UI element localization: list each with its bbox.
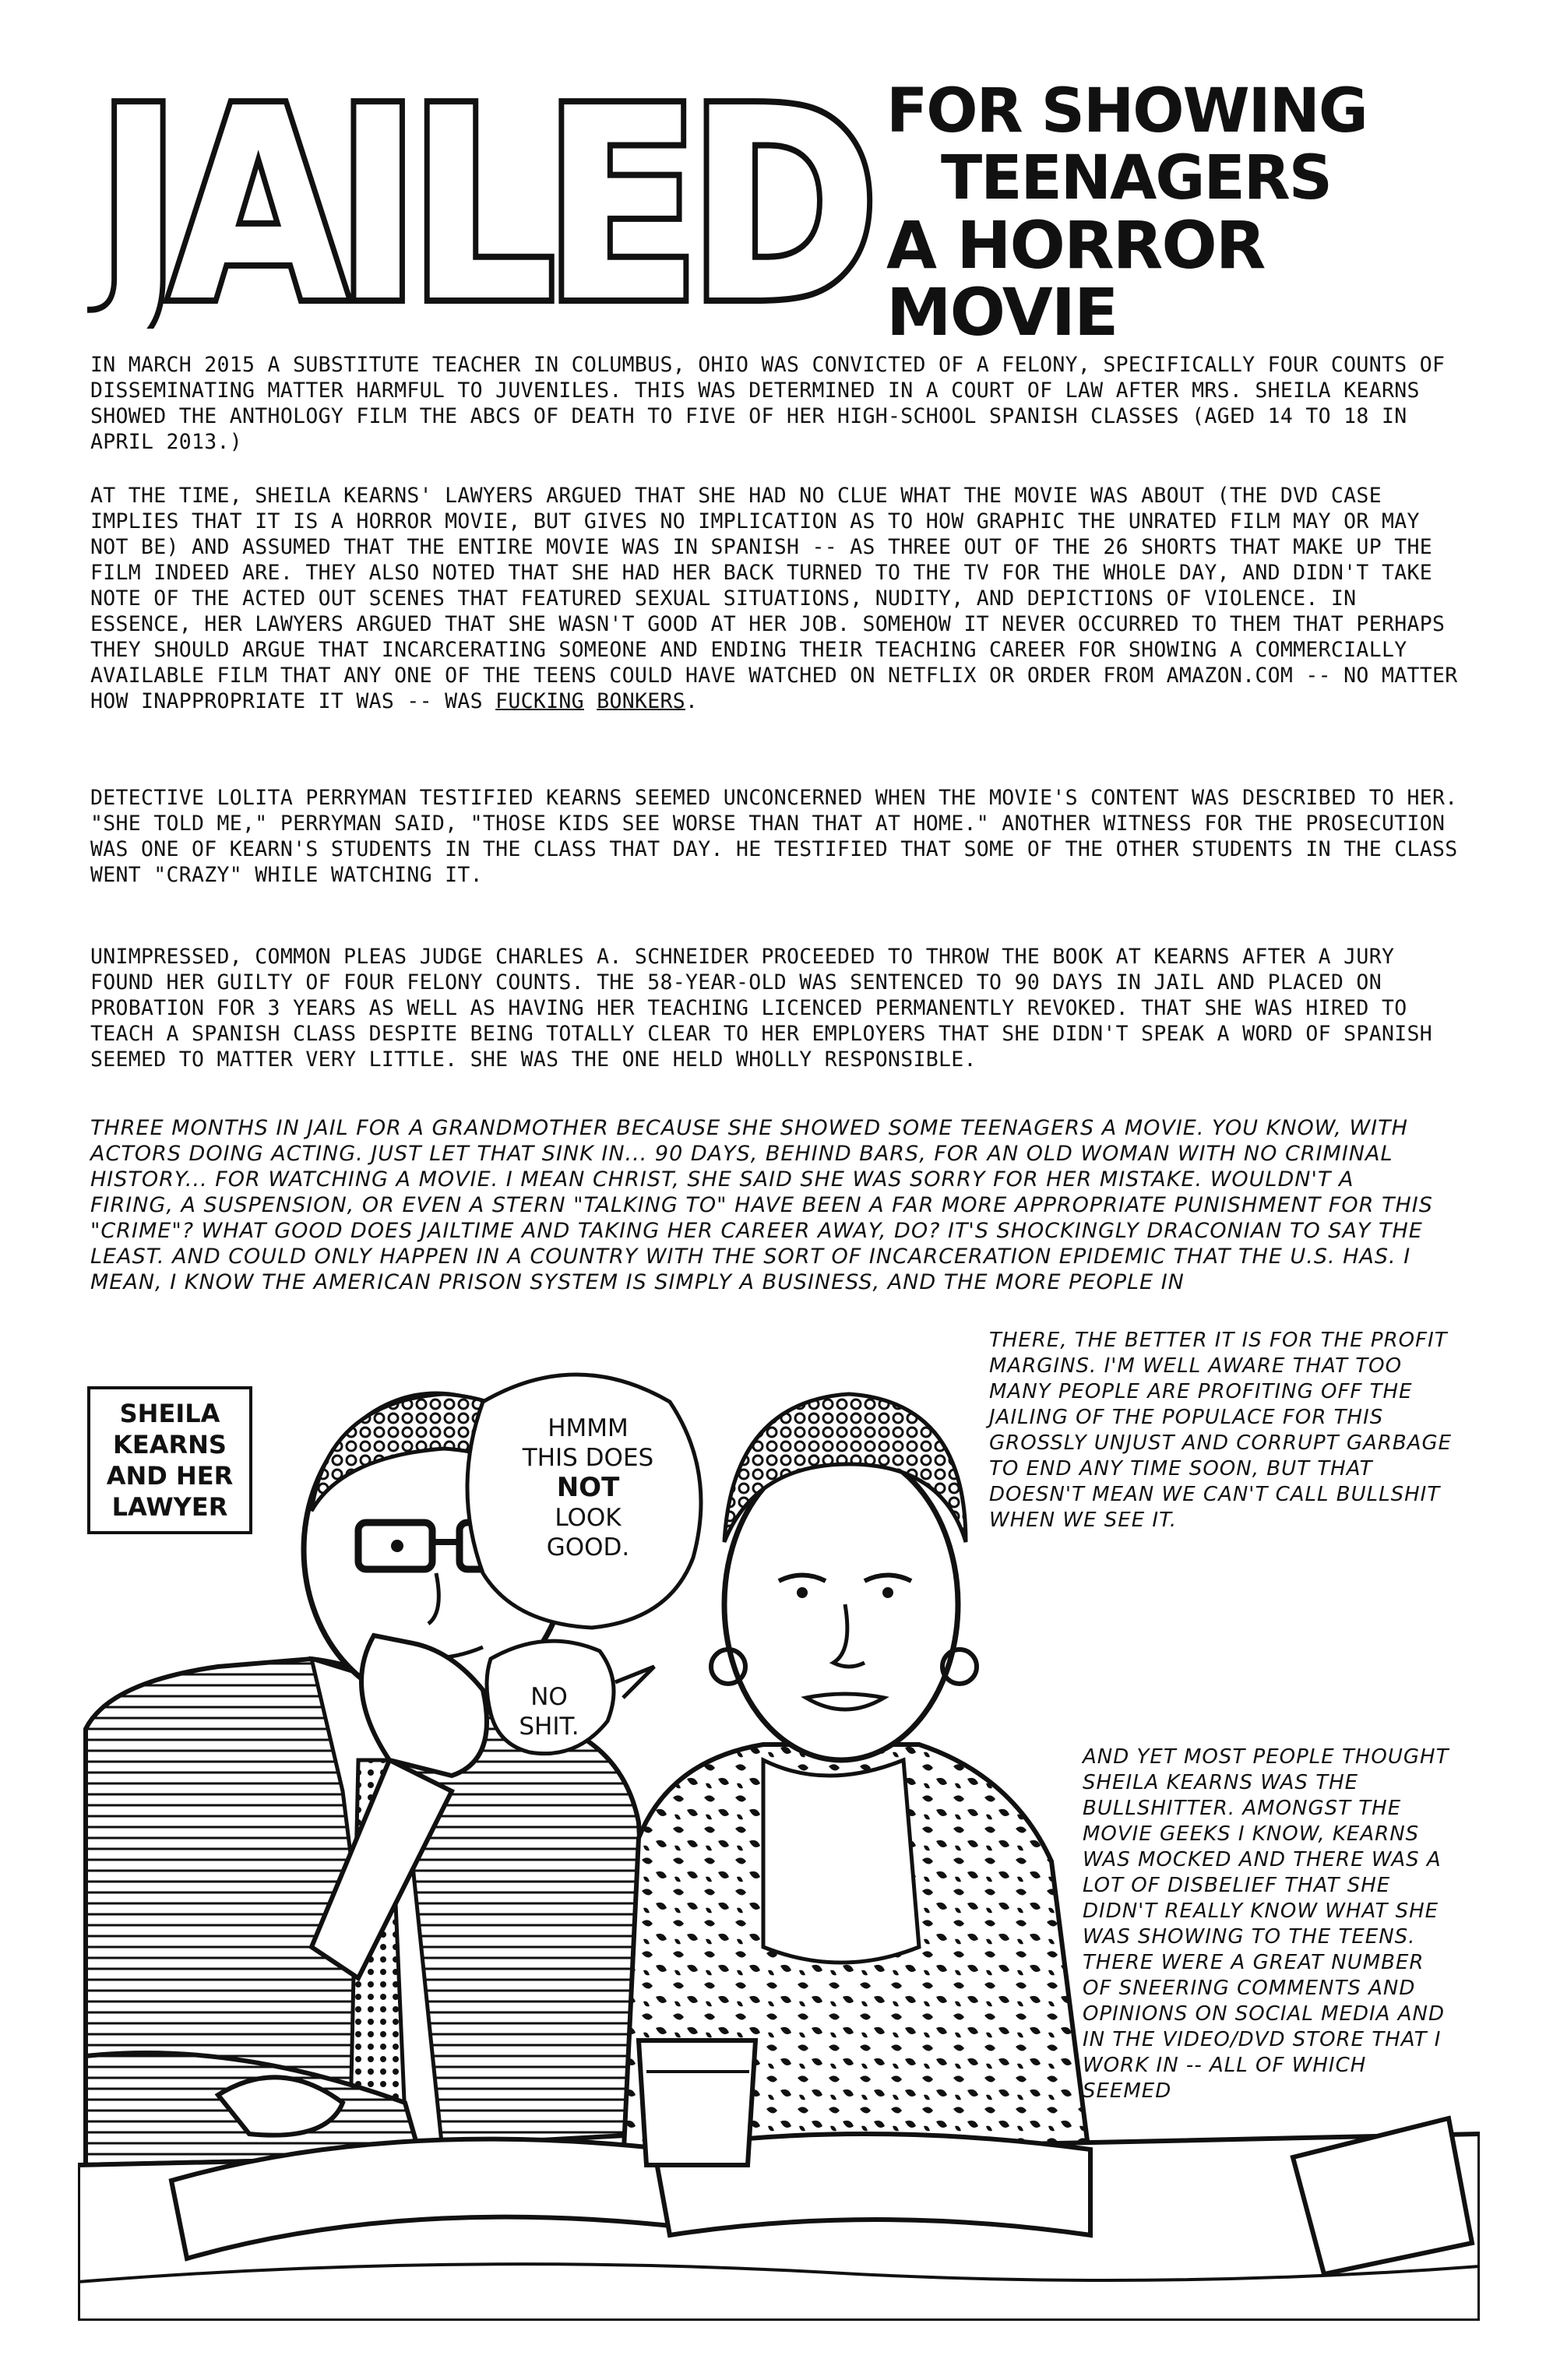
jailed-title-text: JAILED (87, 72, 868, 329)
underlined-word-1: FUCKING (495, 689, 584, 713)
bubble-1-line-5: GOOD. (546, 1533, 630, 1561)
bubble-1-line-4: LOOK (555, 1504, 622, 1532)
bubble-1-line-3 (498, 1473, 678, 1503)
subtitle-line-3: A HORROR MOVIE (886, 207, 1265, 350)
jailed-title-logo (87, 72, 875, 329)
side-text-2: AND YET MOST PEOPLE THOUGHT SHEILA KEARNS WAS THE BULLSHITTER. AMONGST THE MOVIE GEEKS I KNOW, KEARNS WAS MOCKED AND THERE WAS A LOT OF DISBELIEF THAT SHE DIDN'T REALLY KNOW WHAT SHE WAS SHOWING TO THE TEENS. THERE WERE A GREAT NUMBER OF SNEERING COMMENTS AND OPINIONS ON SOCIAL MEDIA AND IN THE VIDEO/DVD STORE THAT I WORK IN -- ALL OF WHICH SEEMED (1083, 1745, 1449, 2103)
paragraph-2 (90, 483, 1461, 714)
speech-bubble-2: NO SHIT. (519, 1683, 579, 1741)
bubble-1-line-2: THIS DOES (522, 1444, 654, 1472)
paragraph-5-handwritten: THREE MONTHS IN JAIL FOR A GRANDMOTHER BECAUSE SHE SHOWED SOME TEENAGERS A MOVIE. YOU KNOW, WITH ACTORS DOING ACTING. JUST LET THAT SINK IN... 90 DAYS, BEHIND BARS, FOR AN OLD WOMAN WITH NO CRIMINAL HISTORY... FOR WATCHING A MOVIE. I MEAN CHRIST, SHE SAID SHE WAS SORRY FOR HER MISTAKE. WOULDN'T A FIRING, A SUSPENSION, OR EVEN A STERN "TALKING TO" HAVE BEEN A FAR MORE APPROPRIATE PUNISHMENT FOR THIS "CRIME"? WHAT GOOD DOES JAILTIME AND TAKING HER CAREER AWAY, DO? IT'S SHOCKINGLY DRACONIAN TO SAY THE LEAST. AND COULD ONLY HAPPEN IN A COUNTRY WITH THE SORT OF INCARCERATION EPIDEMIC THAT THE U.S. HAS. I MEAN, I KNOW THE AMERICAN PRISON SYSTEM IS SIMPLY A BUSINESS, AND THE MORE PEOPLE IN (90, 1116, 1433, 1294)
paragraph-2-end: . (685, 689, 699, 713)
side-text-1: THERE, THE BETTER IT IS FOR THE PROFIT MARGINS. I'M WELL AWARE THAT TOO MANY PEOPLE ARE PROFITING OFF THE JAILING OF THE POPULACE FOR THIS GROSSLY UNJUST AND CORRUPT GARBAGE TO END ANY TIME SOON, BUT THAT DOESN'T MEAN WE CAN'T CALL BULLSHIT WHEN WE SEE IT. (989, 1329, 1453, 1532)
paragraph-4: UNIMPRESSED, COMMON PLEAS JUDGE CHARLES A. SCHNEIDER PROCEEDED TO THROW THE BOOK AT KEARNS AFTER A JURY FOUND HER GUILTY OF FOUR FELONY COUNTS. THE 58-YEAR-OLD WAS SENTENCED TO 90 DAYS IN JAIL AND PLACED ON PROBATION FOR 3 YEARS AS WELL AS HAVING HER TEACHING LICENCED PERMANENTLY REVOKED. THAT SHE WAS HIRED TO TEACH A SPANISH CLASS DESPITE BEING TOTALLY CLEAR TO HER EMPLOYERS THAT SHE DIDN'T SPEAK A WORD OF SPANISH SEEMED TO MATTER VERY LITTLE. SHE WAS THE ONE HELD WHOLLY RESPONSIBLE. (90, 945, 1432, 1072)
subtitle-line-1: FOR SHOWING (886, 76, 1367, 146)
paragraph-1: IN MARCH 2015 A SUBSTITUTE TEACHER IN COLUMBUS, OHIO WAS CONVICTED OF A FELONY, SPECIFICALLY FOUR COUNTS OF DISSEMINATING MATTER HARMFUL TO JUVENILES. THIS WAS DETERMINED IN A COURT OF LAW AFTER MRS. SHEILA KEARNS SHOWED THE ANTHOLOGY FILM THE ABCS OF DEATH TO FIVE OF HER HIGH-SCHOOL SPANISH CLASSES (AGED 14 TO 18 IN APRIL 2013.) (90, 353, 1446, 454)
subtitle-line-2: TEENAGERS (941, 143, 1331, 213)
paragraph-2-text: AT THE TIME, SHEILA KEARNS' LAWYERS ARGUED THAT SHE HAD NO CLUE WHAT THE MOVIE WAS ABOUT (THE DVD CASE IMPLIES THAT IT IS A HORROR MOVIE, BUT GIVES NO IMPLICATION AS TO HOW GRAPHIC THE UNRATED FILM MAY OR MAY NOT BE) AND ASSUMED THAT THE ENTIRE MOVIE WAS IN SPANISH -- AS THREE OUT OF THE 26 SHORTS THAT MAKE UP THE FILM INDEED ARE. THEY ALSO NOTED THAT SHE HAD HER BACK TURNED TO THE TV FOR THE WHOLE DAY, AND DIDN'T TAKE NOTE OF THE ACTED OUT SCENES THAT FEATURED SEXUAL SITUATIONS, NUDITY, AND DEPICTIONS OF VIOLENCE. IN ESSENCE, HER LAWYERS ARGUED THAT SHE WASN'T GOOD AT HER JOB. SOMEHOW IT NEVER OCCURRED TO THEM THAT PERHAPS THEY SHOULD ARGUE THAT INCARCERATING SOMEONE AND ENDING THEIR TEACHING CAREER FOR SHOWING A COMMERCIALLY AVAILABLE FILM THAT ANY ONE OF THE TEENS COULD HAVE WATCHED ON NETFLIX OR ORDER FROM AMAZON.COM -- NO MATTER HOW INAPPROPRIATE IT WAS -- WAS (90, 484, 1458, 713)
headline-subtitle (886, 76, 1447, 350)
paragraph-3: DETECTIVE LOLITA PERRYMAN TESTIFIED KEARNS SEEMED UNCONCERNED WHEN THE MOVIE'S CONTENT WAS DESCRIBED TO HER. "SHE TOLD ME," PERRYMAN SAID, "THOSE KIDS SEE WORSE THAN THAT AT HOME." ANOTHER WITNESS FOR THE PROSECUTION WAS ONE OF KEARN'S STUDENTS IN THE CLASS THAT DAY. HE TESTIFIED THAT SOME OF THE OTHER STUDENTS IN THE CLASS WENT "CRAZY" WHILE WATCHING IT. (90, 786, 1458, 887)
bubble-1-line-1: HMMM (548, 1414, 629, 1442)
speech-bubble-1 (498, 1414, 678, 1562)
bubble-1-emphasis: NOT (556, 1472, 620, 1503)
caption-box: SHEILA KEARNS AND HER LAWYER (87, 1386, 252, 1534)
underlined-word-2: BONKERS (597, 689, 685, 713)
